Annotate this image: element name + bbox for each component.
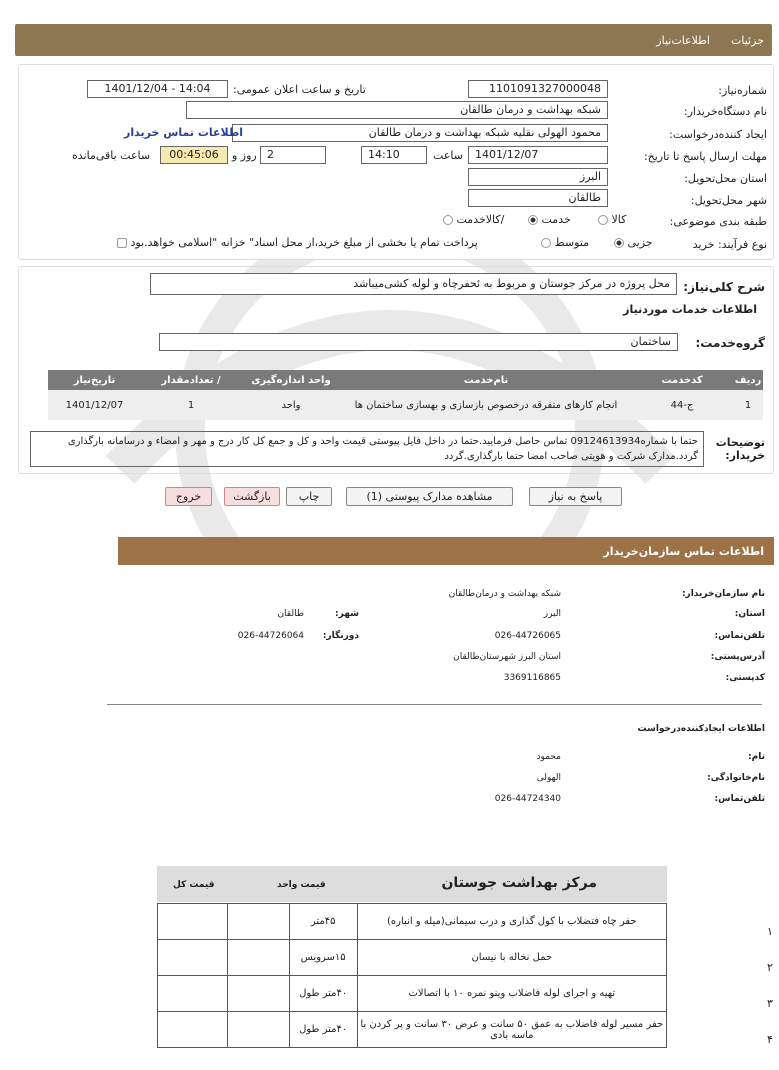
service-group-field[interactable]: ساختمان xyxy=(159,333,678,351)
deadline-label: مهلت ارسال پاسخ تا تاریخ: xyxy=(643,150,767,163)
items-table xyxy=(48,370,763,420)
name-label: نام: xyxy=(748,752,765,762)
need-number-label: شماره‌نیاز: xyxy=(718,84,767,97)
col-date: تاریخ‌نیاز xyxy=(48,370,141,390)
row-number: ۲ xyxy=(767,961,773,974)
price-desc: تهیه و اجرای لوله فاضلاب وینو نمره ۱۰ با اتصالات xyxy=(357,976,666,1012)
table-row xyxy=(158,940,667,976)
services-title: اطلاعات خدمات موردنیاز xyxy=(623,303,757,316)
print-button[interactable]: چاپ xyxy=(286,487,332,506)
price-total-cell[interactable] xyxy=(158,1012,228,1048)
col-unit: واحد اندازه‌گیری xyxy=(241,370,341,390)
items-header-row xyxy=(48,370,763,390)
row-number: ۱ xyxy=(767,925,773,938)
time-label: ساعت xyxy=(433,149,463,162)
address-label: آدرس‌پستی: xyxy=(710,652,765,662)
province-label: استان محل‌تحویل: xyxy=(684,172,767,185)
days-field[interactable]: 2 xyxy=(260,146,326,164)
price-table xyxy=(157,903,667,1048)
postal-label: کد‌پستی: xyxy=(725,673,765,683)
price-qty: ۴۰متر طول xyxy=(289,976,357,1012)
buyer-org-label: نام دستگاه‌خریدار: xyxy=(683,105,767,118)
back-button[interactable]: بازگشت xyxy=(224,487,280,506)
address-value: استان البرز شهرستان‌طالقان xyxy=(453,652,561,662)
price-desc: حفر مسیر لوله فاضلاب به عمق ۵۰ سانت و عرض ۳۰ سانت و پر کردن با ماسه بادی xyxy=(357,1012,666,1048)
treasury-checkbox[interactable] xyxy=(117,238,127,248)
category-label: طبقه بندی موضوعی: xyxy=(669,215,767,228)
reply-button[interactable]: پاسخ به نیاز xyxy=(529,487,622,506)
contact-province: البرز xyxy=(543,609,561,619)
summary-label: شرح کلی‌نیاز: xyxy=(683,280,765,294)
creator-phone-label: تلفن‌تماس: xyxy=(714,794,765,804)
section-divider xyxy=(107,704,762,705)
table-row xyxy=(158,976,667,1012)
org-value: شبکه بهداشت و درمان‌طالقان xyxy=(448,589,561,599)
page-header xyxy=(15,24,772,56)
org-label: نام سازمان‌خریدار: xyxy=(681,589,765,599)
contact-phone-label: تلفن‌تماس: xyxy=(714,631,765,641)
price-unit-cell[interactable] xyxy=(227,976,289,1012)
deadline-time-field[interactable]: 14:10 xyxy=(361,146,427,164)
category-goods[interactable]: کالا xyxy=(598,213,626,226)
cell-qty: 1 xyxy=(141,390,241,420)
page-title: اطلاعات‌نیاز xyxy=(656,34,710,47)
minor-radio[interactable] xyxy=(614,238,624,248)
table-row xyxy=(158,904,667,940)
col-name: نام‌خدمت xyxy=(341,370,631,390)
buyer-notes-label: توضیحات خریدار: xyxy=(715,436,765,462)
remaining-time-field: 00:45:06 xyxy=(160,146,228,164)
announce-field[interactable]: 1401/12/04 - 14:04 xyxy=(87,80,228,98)
medium-radio[interactable] xyxy=(541,238,551,248)
service-radio[interactable] xyxy=(528,215,538,225)
price-desc: حفر چاه فتضلاب با کول گذاری و درب سیمانی(میله و انباره) xyxy=(357,904,666,940)
name-value: محمود xyxy=(536,752,561,762)
cell-code: ج-44 xyxy=(631,390,733,420)
price-table-header xyxy=(157,866,667,902)
contact-title: اطلاعات تماس سازمان‌خریدار xyxy=(603,545,764,558)
price-table-title: مرکز بهداشت جوستان xyxy=(441,875,597,891)
category-service[interactable]: خدمت xyxy=(528,213,571,226)
price-unit-cell[interactable] xyxy=(227,904,289,940)
process-minor[interactable]: جزیی xyxy=(614,236,653,249)
treasury-option[interactable]: پرداخت تمام یا بخشی از مبلغ خرید،از محل اسناد" خزانه "اسلامی خواهد.بود xyxy=(117,236,478,249)
goods-service-radio[interactable] xyxy=(443,215,453,225)
remaining-label: ساعت باقی‌مانده xyxy=(72,149,151,162)
city-field[interactable]: طالقان xyxy=(468,189,608,207)
price-qty: ۴۵متر xyxy=(289,904,357,940)
fax-label: دورنگار: xyxy=(322,631,359,641)
postal-value: 3369116865 xyxy=(503,673,561,683)
price-desc: حمل نخاله با نیسان xyxy=(357,940,666,976)
creator-info-title: اطلاعات ایجاد‌کننده‌درخواست xyxy=(637,724,765,734)
attachments-button[interactable]: مشاهده مدارک پیوستی (1) xyxy=(346,487,513,506)
creator-label: ایجاد کننده‌درخواست: xyxy=(669,128,767,141)
cell-date: 1401/12/07 xyxy=(48,390,141,420)
process-medium[interactable]: متوسط xyxy=(541,236,589,249)
contact-phone: 026-44726065 xyxy=(494,631,561,641)
province-field[interactable]: البرز xyxy=(468,168,608,186)
row-number: ۴ xyxy=(767,1033,773,1046)
cell-unit: واحد xyxy=(241,390,341,420)
family-value: الهولی xyxy=(536,773,561,783)
price-total-cell[interactable] xyxy=(158,904,228,940)
process-label: نوع فرآیند: خرید xyxy=(692,238,767,251)
city-label: شهر محل‌تحویل: xyxy=(690,194,767,207)
creator-phone: 026-44724340 xyxy=(494,794,561,804)
contact-city: طالقان xyxy=(277,609,304,619)
exit-button[interactable]: خروج xyxy=(165,487,212,506)
price-unit-cell[interactable] xyxy=(227,1012,289,1048)
service-group-label: گروه‌خدمت: xyxy=(695,336,765,350)
creator-field[interactable]: محمود الهولی نقلیه شبکه بهداشت و درمان طالقان xyxy=(232,124,608,142)
price-total-cell[interactable] xyxy=(158,940,228,976)
price-qty: ۴۰متر طول xyxy=(289,1012,357,1048)
col-code: کدخدمت xyxy=(631,370,733,390)
details-link[interactable]: جزئیات xyxy=(731,34,764,47)
contact-header xyxy=(118,537,774,565)
fax-value: 026-44726064 xyxy=(237,631,304,641)
price-unit-cell[interactable] xyxy=(227,940,289,976)
need-number-field[interactable]: 1101091327000048 xyxy=(468,80,608,98)
cell-name: انجام کارهای متفرقه درخصوص بازسازی و بهسازی ساختمان ها xyxy=(341,390,631,420)
unit-price-header: قیمت واحد xyxy=(277,880,326,890)
contact-province-label: استان: xyxy=(734,609,765,619)
buyer-notes-field: حتما با شماره09124613934 تماس حاصل فرمایید.حتما در داخل فایل پیوستی قیمت واحد و کل و جمع کل کار درج و مهر و امضاء و درسامانه بارگذاری گردد.مدارک شرکت و هویتی صاحب امضا حتما بارگذاری.گردد xyxy=(30,431,704,467)
family-label: نام‌خانوادگی: xyxy=(707,773,765,783)
price-total-cell[interactable] xyxy=(158,976,228,1012)
price-qty: ۱۵سرویس xyxy=(289,940,357,976)
cell-row: 1 xyxy=(733,390,763,420)
contact-city-label: شهر: xyxy=(335,609,359,619)
total-price-header: قیمت کل xyxy=(173,880,215,890)
category-goods-service[interactable]: /کالا‌خدمت xyxy=(443,213,504,226)
announce-label: تاریخ و ساعت اعلان عمومی: xyxy=(233,83,366,96)
col-row: ردیف xyxy=(733,370,763,390)
table-row xyxy=(158,1012,667,1048)
goods-radio[interactable] xyxy=(598,215,608,225)
buyer-org-field[interactable]: شبکه بهداشت و درمان طالقان xyxy=(186,101,608,119)
buyer-contact-link[interactable]: اطلاعات تماس خریدار xyxy=(124,126,244,139)
table-row xyxy=(48,390,763,420)
row-number: ۳ xyxy=(767,997,773,1010)
summary-field[interactable]: محل پروژه در مرکز جوستان و مربوط به ئحفرچاه و لوله کشی‌میباشد xyxy=(150,273,677,295)
deadline-date-field[interactable]: 1401/12/07 xyxy=(468,146,608,164)
days-label: روز و xyxy=(232,149,257,162)
col-qty: / تعداد‌مقدار xyxy=(141,370,241,390)
